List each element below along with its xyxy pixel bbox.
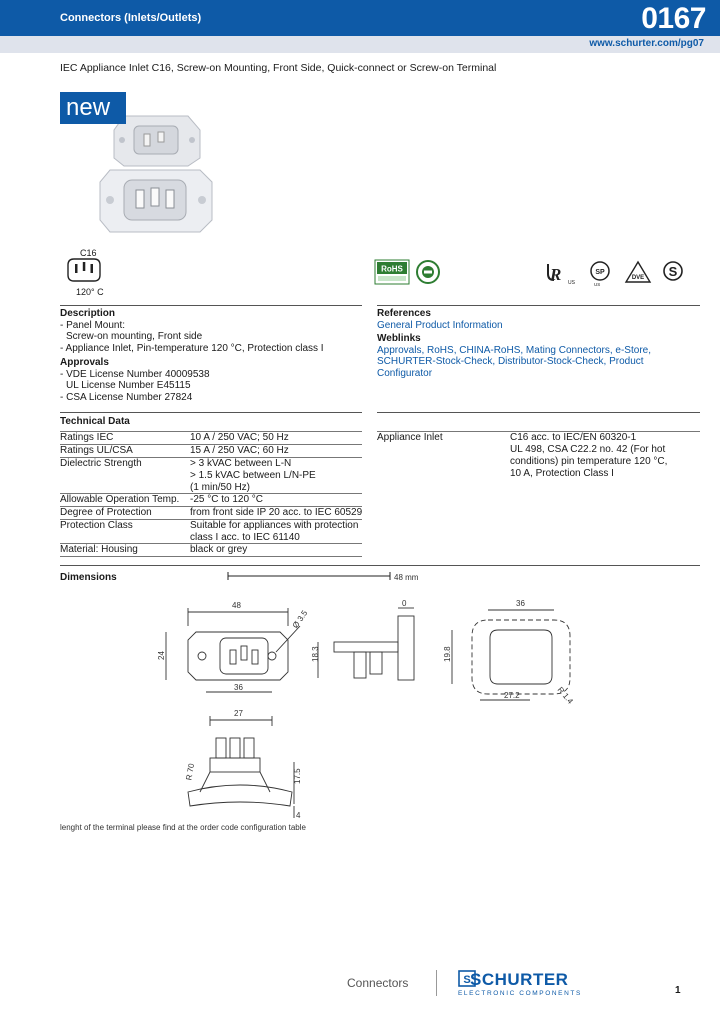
dim-top-width: 27 [234,709,243,718]
tech-row-value: 10 A / 250 VAC; 50 Hz [190,432,289,443]
divider-technical-left [60,412,362,413]
dim-side-height: 18.3 [311,646,320,662]
description-line: - Appliance Inlet, Pin-temperature 120 °C, Protection class I [60,342,324,354]
dim-side-zero: 0 [402,599,407,608]
dim-cutout-radius: R 1.4 [555,685,575,706]
description-line: - Panel Mount: [60,319,126,331]
symbol-temperature: 120° C [76,287,104,297]
header-category: Connectors (Inlets/Outlets) [60,12,202,24]
description-title: Description [60,308,116,319]
tech-row-value: from front side IP 20 acc. to IEC 60529 [190,507,363,518]
tech-row-value: -25 °C to 120 °C [190,494,264,505]
tech-row-label: Ratings IEC [60,432,114,443]
china-rohs-logo-icon [417,261,439,283]
dim-top-small: 4 [296,811,301,820]
product-photo [96,108,214,236]
tech-row-value: > 3 kVAC between L-N [190,458,292,469]
dim-front-width: 48 [232,601,241,610]
appliance-line: conditions) pin temperature 120 °C, [510,456,668,467]
tech-row-value: class I acc. to IEC 61140 [190,532,300,543]
approvals-line: UL License Number E45115 [66,380,191,391]
right-info-column [377,308,677,379]
svg-text:S: S [463,974,471,986]
dim-top-radius: R 70 [184,762,197,781]
tech-row-label: Protection Class [60,520,133,531]
divider-left-top [60,305,362,306]
scale-label: 48 mm [394,573,419,582]
panel-cutout-drawing [452,610,570,700]
csa-mark-icon [591,262,609,287]
dim-hole-diameter: Ø 3.5 [290,608,310,630]
weblinks-title: Weblinks [377,333,421,344]
footer-separator [436,970,437,996]
svg-text:SP: SP [595,269,605,276]
ur-mark-icon [548,264,576,286]
dim-cutout-height: 19.8 [443,646,452,662]
tech-row-label: Allowable Operation Temp. [60,494,180,505]
svg-text:US: US [568,280,575,286]
approvals-title: Approvals [60,357,109,368]
svg-text:US: US [594,282,601,287]
references-title: References [377,308,431,319]
footer-brand-sub: ELECTRONIC COMPONENTS [458,990,582,997]
approval-logos [372,258,692,288]
product-subtitle: IEC Appliance Inlet C16, Screw-on Mounting, Front Side, Quick-connect or Screw-on Terminal [60,62,497,74]
dim-front-height: 24 [157,651,166,660]
footer-section: Connectors [347,976,409,990]
front-view-drawing [166,608,300,692]
new-badge: new [60,92,126,124]
tech-row-value: 15 A / 250 VAC; 60 Hz [190,445,289,456]
tech-row-label: Degree of Protection [60,507,152,518]
divider-right-top [377,305,700,306]
dim-front-inner: 36 [234,683,243,692]
page-number: 1 [675,985,681,996]
svg-text:DVE: DVE [631,275,645,281]
svg-text:RoHS: RoHS [381,264,403,274]
footer-brand: SCHURTER [470,970,569,989]
scale-bar [228,572,419,582]
approvals-line: - CSA License Number 27824 [60,391,193,403]
tech-row-value: > 1.5 kVAC between L/N-PE [190,470,316,481]
dim-cutout-bottom: 27.2 [504,691,520,700]
description-line: Screw-on mounting, Front side [66,331,203,342]
appliance-label: Appliance Inlet [377,432,443,443]
s-mark-icon [664,262,682,280]
appliance-line: 10 A, Protection Class I [510,468,614,479]
tech-row-value: Suitable for appliances with protection [190,520,359,531]
general-product-info-link[interactable]: General Product Information [377,319,503,331]
divider-technical-right [377,412,700,413]
appliance-line: UL 498, CSA C22.2 no. 42 (For hot [510,444,666,455]
dimension-drawings [60,566,700,838]
rohs-logo-icon [375,260,409,284]
tech-row-label: Material: Housing [60,544,138,555]
svg-text:R: R [550,265,562,284]
tech-row-rule [60,556,362,557]
weblinks-links[interactable]: Approvals, RoHS, CHINA-RoHS, Mating Connectors, e-Store, SCHURTER-Stock-Check, Distributor-Stock-Check, Product Configurator [377,344,651,379]
svg-text:S: S [668,264,678,279]
top-view-drawing [188,716,294,818]
appliance-line: C16 acc. to IEC/EN 60320-1 [510,432,637,443]
header-url-link[interactable]: www.schurter.com/pg07 [589,38,704,49]
side-view-drawing [318,608,414,680]
symbol-label: C16 [80,248,97,258]
tech-row-value: (1 min/50 Hz) [190,482,251,493]
tech-row-label: Ratings UL/CSA [60,445,133,456]
tech-row-value: black or grey [190,544,248,555]
vde-mark-icon [626,262,650,282]
tech-row-label: Dielectric Strength [60,458,142,469]
dim-cutout-width: 36 [516,599,525,608]
terminal-footnote: lenght of the terminal please find at the order code configuration table [60,823,306,832]
dimensions-title: Dimensions [60,572,117,583]
header-product-number: 0167 [641,2,706,35]
technical-data-title: Technical Data [60,416,130,427]
approvals-line: - VDE License Number 40009538 [60,368,210,380]
left-info-column [60,308,360,403]
dim-top-height: 17.5 [293,768,302,784]
